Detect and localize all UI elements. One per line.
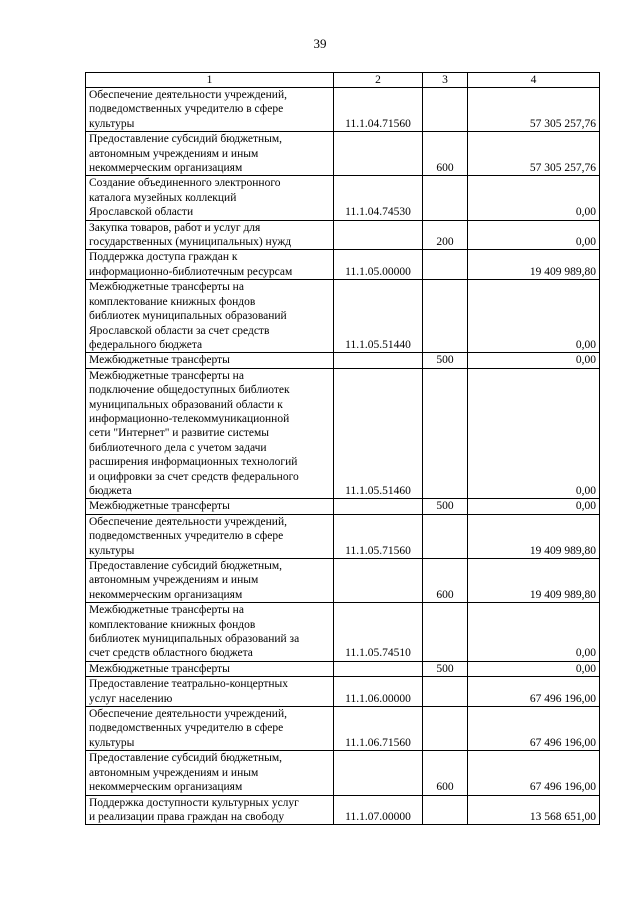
row-amount-cell: 57 305 257,76 bbox=[468, 88, 600, 132]
header-cell-amount: 4 bbox=[468, 73, 600, 88]
row-amount-cell: 67 496 196,00 bbox=[468, 751, 600, 795]
row-code-cell: 11.1.06.00000 bbox=[334, 677, 423, 707]
row-name-cell: Межбюджетные трансферты на комплектование книжных фондов библиотек муниципальных образований Ярославской области за счет средств федерального бюджета bbox=[86, 280, 334, 353]
row-type-cell: 500 bbox=[423, 499, 468, 514]
row-type-cell bbox=[423, 514, 468, 558]
row-amount-cell: 0,00 bbox=[468, 499, 600, 514]
row-amount-cell: 0,00 bbox=[468, 368, 600, 499]
row-amount-cell: 19 409 989,80 bbox=[468, 559, 600, 603]
row-amount-cell: 57 305 257,76 bbox=[468, 132, 600, 176]
table-row bbox=[86, 88, 600, 132]
table-row bbox=[86, 559, 600, 603]
table-row bbox=[86, 250, 600, 280]
row-code-cell: 11.1.05.51440 bbox=[334, 280, 423, 353]
page-number: 39 bbox=[313, 36, 327, 51]
row-amount-cell: 0,00 bbox=[468, 220, 600, 250]
row-code-cell bbox=[334, 499, 423, 514]
table-row bbox=[86, 795, 600, 825]
table-body bbox=[86, 88, 600, 825]
table-row bbox=[86, 677, 600, 707]
header-cell-type: 3 bbox=[423, 73, 468, 88]
row-name-cell: Обеспечение деятельности учреждений, подведомственных учредителю в сфере культуры bbox=[86, 707, 334, 751]
row-code-cell bbox=[334, 353, 423, 368]
row-name-cell: Создание объединенного электронного каталога музейных коллекций Ярославской области bbox=[86, 176, 334, 220]
row-amount-cell: 0,00 bbox=[468, 603, 600, 662]
row-type-cell bbox=[423, 603, 468, 662]
table-row bbox=[86, 751, 600, 795]
row-type-cell bbox=[423, 250, 468, 280]
row-amount-cell: 19 409 989,80 bbox=[468, 514, 600, 558]
row-name-cell: Поддержка доступности культурных услуг и реализации права граждан на свободу bbox=[86, 795, 334, 825]
row-name-cell: Закупка товаров, работ и услуг для государственных (муниципальных) нужд bbox=[86, 220, 334, 250]
table-row bbox=[86, 514, 600, 558]
row-code-cell bbox=[334, 661, 423, 676]
row-name-cell: Предоставление театрально-концертных услуг населению bbox=[86, 677, 334, 707]
row-code-cell: 11.1.05.51460 bbox=[334, 368, 423, 499]
table-row bbox=[86, 353, 600, 368]
row-name-cell: Межбюджетные трансферты bbox=[86, 499, 334, 514]
row-name-cell: Поддержка доступа граждан к информационно-библиотечным ресурсам bbox=[86, 250, 334, 280]
row-type-cell bbox=[423, 368, 468, 499]
row-type-cell bbox=[423, 677, 468, 707]
table-row bbox=[86, 132, 600, 176]
row-type-cell bbox=[423, 795, 468, 825]
row-name-cell: Межбюджетные трансферты bbox=[86, 661, 334, 676]
row-name-cell: Предоставление субсидий бюджетным, автономным учреждениям и иным некоммерческим организациям bbox=[86, 751, 334, 795]
row-code-cell bbox=[334, 220, 423, 250]
table-row bbox=[86, 220, 600, 250]
row-code-cell: 11.1.07.00000 bbox=[334, 795, 423, 825]
row-code-cell bbox=[334, 559, 423, 603]
row-type-cell: 600 bbox=[423, 751, 468, 795]
row-code-cell: 11.1.04.71560 bbox=[334, 88, 423, 132]
row-amount-cell: 0,00 bbox=[468, 176, 600, 220]
header-cell-code: 2 bbox=[334, 73, 423, 88]
header-row bbox=[86, 73, 600, 88]
row-type-cell bbox=[423, 176, 468, 220]
row-name-cell: Межбюджетные трансферты на комплектование книжных фондов библиотек муниципальных образований за счет средств областного бюджета bbox=[86, 603, 334, 662]
row-amount-cell: 0,00 bbox=[468, 280, 600, 353]
row-code-cell bbox=[334, 132, 423, 176]
table-header bbox=[86, 73, 600, 88]
row-amount-cell: 0,00 bbox=[468, 661, 600, 676]
table-row bbox=[86, 368, 600, 499]
row-code-cell: 11.1.05.00000 bbox=[334, 250, 423, 280]
table-row bbox=[86, 603, 600, 662]
row-amount-cell: 19 409 989,80 bbox=[468, 250, 600, 280]
table-row bbox=[86, 707, 600, 751]
row-code-cell bbox=[334, 751, 423, 795]
row-amount-cell: 67 496 196,00 bbox=[468, 677, 600, 707]
row-type-cell: 200 bbox=[423, 220, 468, 250]
row-type-cell bbox=[423, 707, 468, 751]
row-code-cell: 11.1.06.71560 bbox=[334, 707, 423, 751]
row-code-cell: 11.1.05.74510 bbox=[334, 603, 423, 662]
row-type-cell: 500 bbox=[423, 661, 468, 676]
row-amount-cell: 13 568 651,00 bbox=[468, 795, 600, 825]
row-type-cell: 600 bbox=[423, 559, 468, 603]
row-name-cell: Обеспечение деятельности учреждений, подведомственных учредителю в сфере культуры bbox=[86, 514, 334, 558]
row-name-cell: Предоставление субсидий бюджетным, автономным учреждениям и иным некоммерческим организациям bbox=[86, 132, 334, 176]
row-code-cell: 11.1.04.74530 bbox=[334, 176, 423, 220]
row-name-cell: Межбюджетные трансферты на подключение общедоступных библиотек муниципальных образований области к информационно-телекоммуникационной сети "Интернет" и развитие системы библиотечного дела с учетом задачи расширения информационных технологий и оцифровки за счет средств федерального бюджета bbox=[86, 368, 334, 499]
table-row bbox=[86, 661, 600, 676]
row-name-cell: Межбюджетные трансферты bbox=[86, 353, 334, 368]
row-amount-cell: 67 496 196,00 bbox=[468, 707, 600, 751]
row-code-cell: 11.1.05.71560 bbox=[334, 514, 423, 558]
budget-table bbox=[85, 72, 600, 825]
table-row bbox=[86, 280, 600, 353]
row-name-cell: Предоставление субсидий бюджетным, автономным учреждениям и иным некоммерческим организациям bbox=[86, 559, 334, 603]
row-type-cell bbox=[423, 88, 468, 132]
row-name-cell: Обеспечение деятельности учреждений, подведомственных учредителю в сфере культуры bbox=[86, 88, 334, 132]
row-type-cell: 600 bbox=[423, 132, 468, 176]
row-type-cell bbox=[423, 280, 468, 353]
row-type-cell: 500 bbox=[423, 353, 468, 368]
row-amount-cell: 0,00 bbox=[468, 353, 600, 368]
header-cell-name: 1 bbox=[86, 73, 334, 88]
table-row bbox=[86, 499, 600, 514]
table-row bbox=[86, 176, 600, 220]
